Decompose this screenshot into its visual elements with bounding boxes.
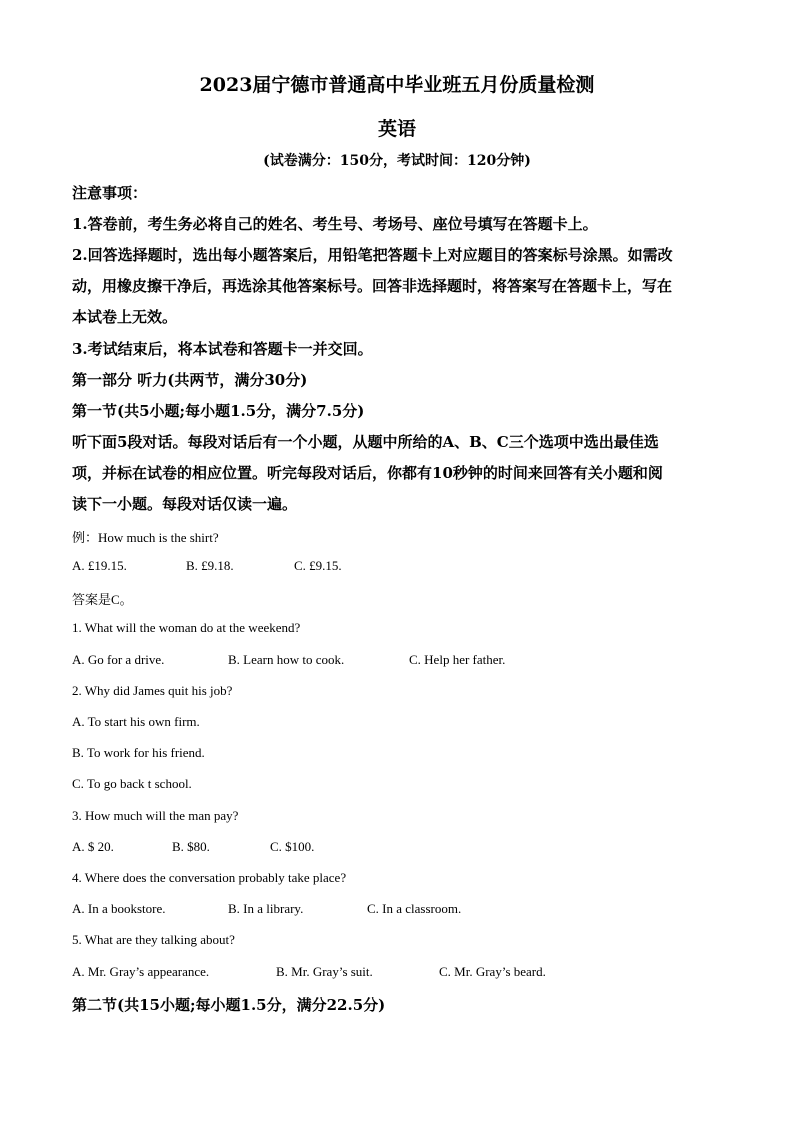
question-1-stem: 1. What will the woman do at the weekend? (72, 620, 301, 635)
question-2-stem: 2. Why did James quit his job? (72, 683, 233, 698)
question-4-option-c: C. In a classroom. (367, 901, 462, 916)
example-answer: 答案是C。 (72, 592, 133, 607)
example-option-c: C. £9.15. (294, 558, 342, 573)
question-3-option-b: B. $80. (172, 839, 210, 854)
question-3-stem: 3. How much will the man pay? (72, 808, 239, 823)
part1-heading: 第一部分 听力(共两节，满分30分) (72, 371, 308, 389)
section1-heading: 第一节(共5小题;每小题1.5分，满分7.5分) (72, 402, 365, 420)
question-1-option-c: C. Help her father. (409, 652, 506, 667)
subject-title: 英语 (377, 118, 416, 140)
exam-info: (试卷满分：150分，考试时间：120分钟) (263, 153, 531, 169)
example-question: 例：How much is the shirt? (72, 530, 219, 545)
question-3-option-a: A. $ 20. (72, 839, 114, 854)
question-2-option-a: A. To start his own firm. (72, 714, 200, 729)
instructions-line-2: 项，并标在试卷的相应位置。听完每段对话后，你都有10秒钟的时间来回答有关小题和阅 (72, 464, 663, 482)
question-5-stem: 5. What are they talking about? (72, 932, 235, 947)
question-5-option-a: A. Mr. Gray’s appearance. (72, 964, 210, 979)
notice-item-2-line-1: 2.回答选择题时，选出每小题答案后，用铅笔把答题卡上对应题目的答案标号涂黑。如需改 (72, 246, 673, 264)
question-2-option-c: C. To go back t school. (72, 776, 192, 791)
notice-item-2-line-2: 动，用橡皮擦干净后，再选涂其他答案标号。回答非选择题时，将答案写在答题卡上，写在 (72, 277, 673, 295)
question-5-option-b: B. Mr. Gray’s suit. (276, 964, 373, 979)
instructions-line-3: 读下一小题。每段对话仅读一遍。 (72, 495, 298, 513)
exam-title: 2023届宁德市普通高中毕业班五月份质量检测 (199, 74, 595, 96)
notice-item-3: 3.考试结束后，将本试卷和答题卡一并交回。 (72, 340, 373, 358)
question-1-option-a: A. Go for a drive. (72, 652, 165, 667)
instructions-line-1: 听下面5段对话。每段对话后有一个小题，从题中所给的A、B、C三个选项中选出最佳选 (72, 433, 659, 451)
notice-item-1: 1.答卷前，考生务必将自己的姓名、考生号、考场号、座位号填写在答题卡上。 (72, 215, 598, 233)
question-4-option-b: B. In a library. (228, 901, 304, 916)
question-5-option-c: C. Mr. Gray’s beard. (439, 964, 546, 979)
example-option-b: B. £9.18. (186, 558, 234, 573)
question-4-option-a: A. In a bookstore. (72, 901, 166, 916)
question-1-option-b: B. Learn how to cook. (228, 652, 345, 667)
example-option-a: A. £19.15. (72, 558, 127, 573)
section2-heading: 第二节(共15小题;每小题1.5分，满分22.5分) (72, 996, 386, 1014)
question-4-stem: 4. Where does the conversation probably take place? (72, 870, 347, 885)
notice-item-2-line-3: 本试卷上无效。 (72, 308, 178, 326)
notice-heading: 注意事项： (72, 184, 148, 202)
question-2-option-b: B. To work for his friend. (72, 745, 205, 760)
question-3-option-c: C. $100. (270, 839, 315, 854)
